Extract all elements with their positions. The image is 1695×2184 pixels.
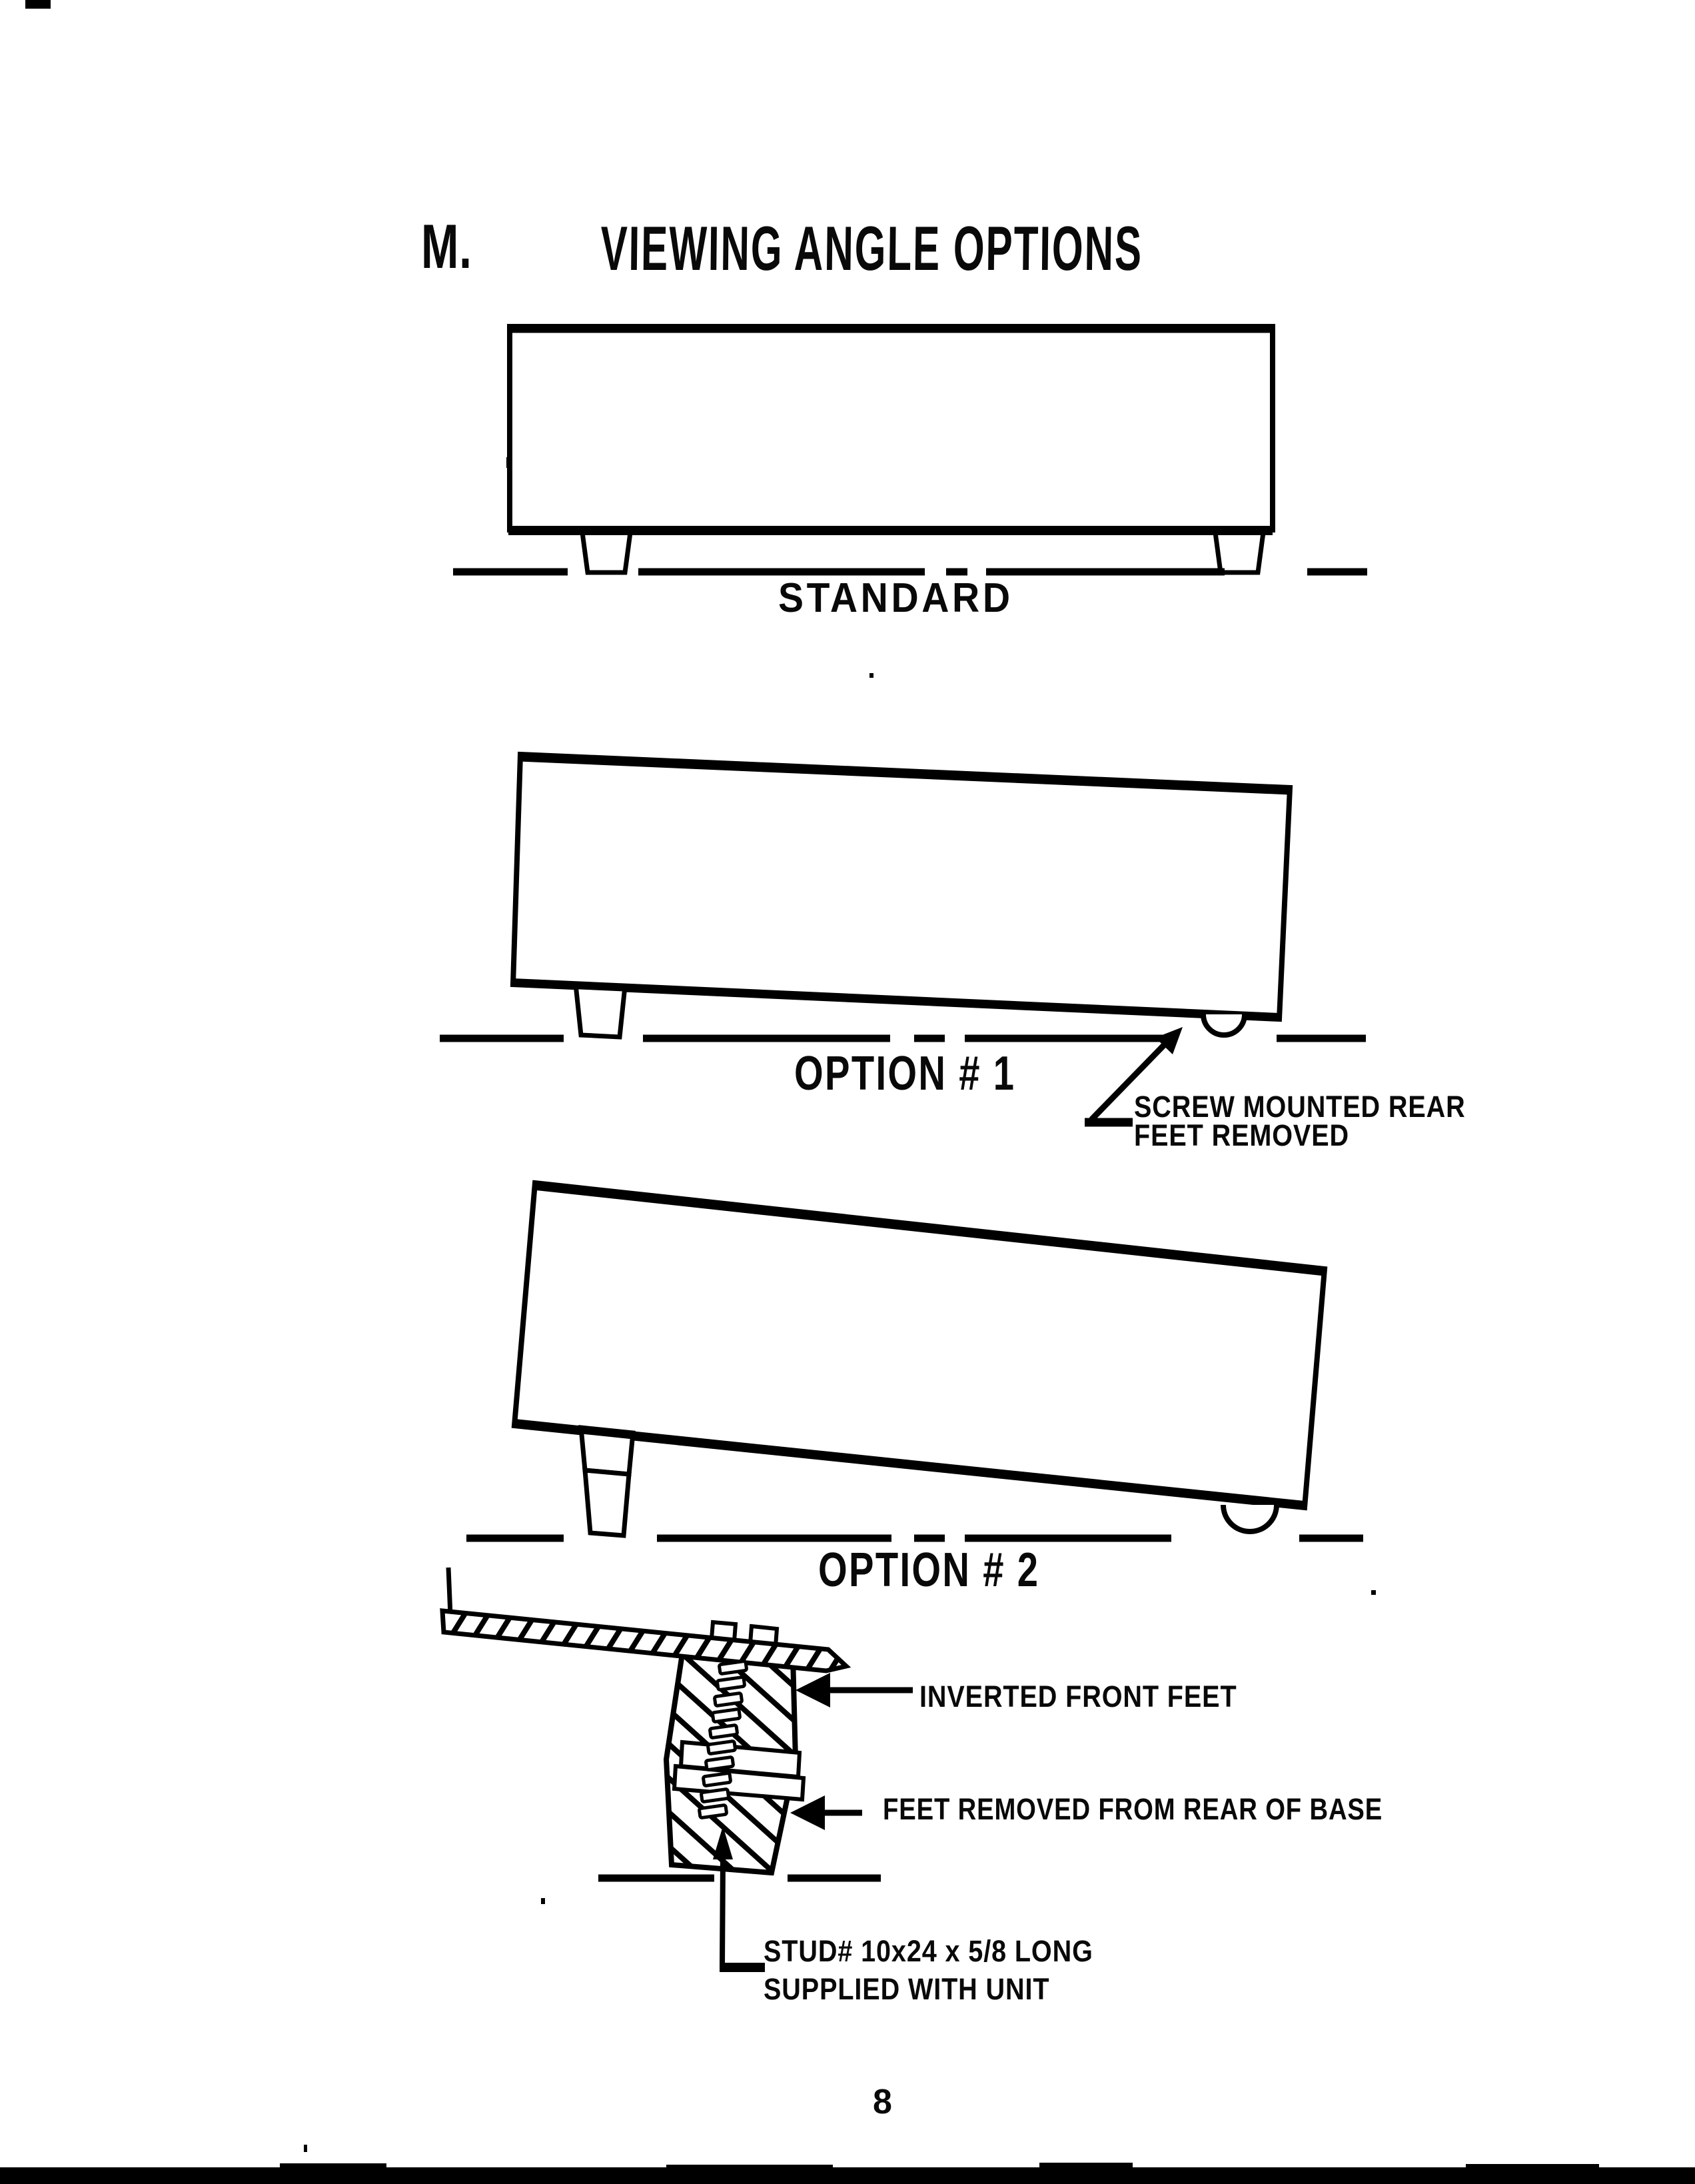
detail-label-stud-line2: SUPPLIED WITH UNIT — [764, 1972, 1050, 2006]
detail-label-stud-line1: STUD# 10x24 x 5/8 LONG — [764, 1934, 1093, 1968]
scan-bottom-bar-bump-4 — [1466, 2164, 1599, 2169]
detail-label-inverted-feet: INVERTED FRONT FEET — [919, 1679, 1237, 1713]
detail-arrow-inverted-feet — [796, 1673, 913, 1707]
detail-label-feet-removed: FEET REMOVED FROM REAR OF BASE — [883, 1792, 1383, 1826]
option2-front-foot-extension — [585, 1470, 629, 1536]
caption-option1: OPTION # 1 — [794, 1047, 1016, 1100]
inverted-feet-arrowhead — [796, 1673, 830, 1707]
standard-left-foot — [582, 533, 630, 572]
option2-rear-screw-foot — [1223, 1505, 1277, 1532]
option2-diagram — [466, 1183, 1363, 1538]
option1-callout-line1: SCREW MOUNTED REAR — [1134, 1090, 1466, 1124]
scan-bottom-bar-bump-3 — [1039, 2163, 1133, 2169]
scan-bottom-bar-bump-1 — [280, 2163, 386, 2169]
standard-diagram — [453, 327, 1367, 572]
standard-unit-box — [510, 327, 1273, 530]
scan-speck-5 — [304, 2145, 307, 2152]
page-title: VIEWING ANGLE OPTIONS — [600, 213, 1143, 283]
detail-base-panel — [442, 1611, 846, 1671]
caption-option2: OPTION # 2 — [818, 1544, 1040, 1597]
option1-unit-box — [513, 754, 1290, 1019]
page-number: 8 — [873, 2083, 893, 2121]
scan-speck-4 — [541, 1898, 545, 1904]
option1-rear-screw-foot — [1203, 1014, 1245, 1035]
scan-artifact-top-left — [25, 0, 51, 9]
scan-artifact-bottom-bar — [0, 2167, 1695, 2184]
scan-bottom-bar-bump-2 — [666, 2165, 833, 2169]
standard-right-foot — [1215, 533, 1263, 572]
option1-left-foot — [576, 984, 625, 1037]
section-letter: M. — [421, 211, 472, 281]
scan-speck-3 — [1371, 1590, 1376, 1595]
caption-standard: STANDARD — [778, 575, 1013, 621]
scan-speck-2 — [869, 673, 873, 678]
option1-callout-line2: FEET REMOVED — [1134, 1118, 1350, 1152]
foot-detail-diagram — [442, 1568, 913, 1967]
scan-speck-1 — [506, 457, 512, 468]
